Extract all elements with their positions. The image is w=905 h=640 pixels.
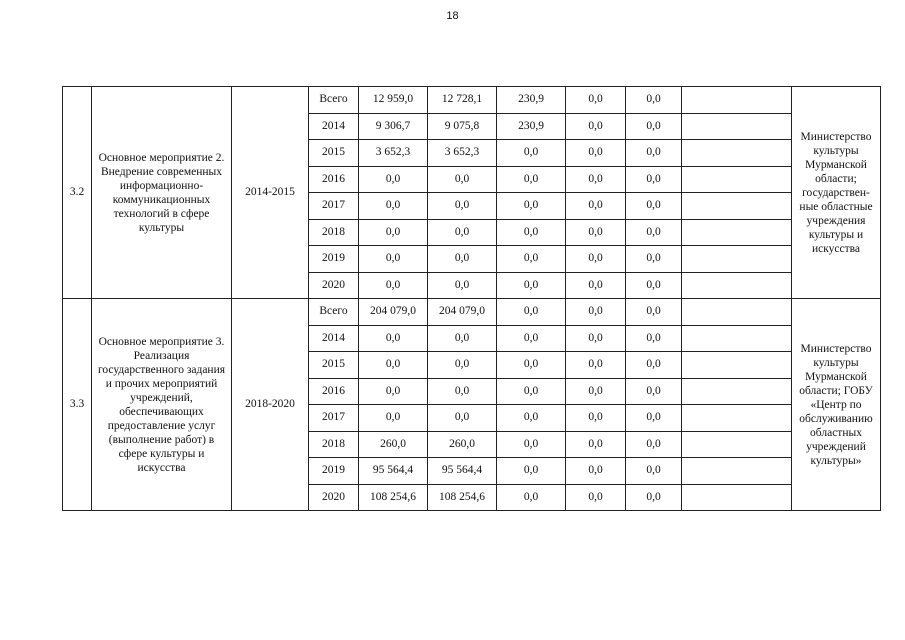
budget-table [62, 86, 881, 511]
value-cell: 0,0 [497, 193, 566, 220]
value-total-cell: 0,0 [359, 352, 428, 379]
value-cell: 0,0 [566, 325, 626, 352]
table-row [63, 299, 881, 326]
value-cell: 0,0 [497, 352, 566, 379]
value-total-cell: 0,0 [359, 193, 428, 220]
value-cell: 0,0 [566, 140, 626, 167]
year-cell: 2014 [309, 113, 359, 140]
year-cell: 2015 [309, 352, 359, 379]
value-cell: 0,0 [566, 193, 626, 220]
value-cell: 0,0 [626, 140, 682, 167]
year-cell: 2017 [309, 405, 359, 432]
value-cell: 0,0 [566, 378, 626, 405]
item-description: Основное мероприятие 3. Реализация государственного задания и прочих мероприятий учреждений, обеспечивающих предоставление услуг (выполнение работ) в сфере культуры и искусства [92, 299, 232, 511]
value-cell: 0,0 [428, 352, 497, 379]
value-cell: 0,0 [497, 166, 566, 193]
value-cell: 0,0 [428, 405, 497, 432]
value-cell: 0,0 [566, 431, 626, 458]
value-cell: 0,0 [626, 166, 682, 193]
value-cell: 0,0 [497, 219, 566, 246]
value-cell: 0,0 [497, 378, 566, 405]
value-cell: 0,0 [626, 193, 682, 220]
value-cell: 0,0 [566, 113, 626, 140]
value-cell [682, 405, 792, 432]
value-cell [682, 378, 792, 405]
value-cell: 0,0 [566, 87, 626, 114]
value-total-cell: 12 959,0 [359, 87, 428, 114]
item-description: Основное мероприятие 2. Внедрение современных информационно-коммуникационных технологий в сфере культуры [92, 87, 232, 299]
value-cell [682, 219, 792, 246]
value-cell: 0,0 [626, 325, 682, 352]
value-total-cell: 204 079,0 [359, 299, 428, 326]
value-cell: 0,0 [626, 484, 682, 511]
value-cell: 0,0 [566, 166, 626, 193]
value-cell: 0,0 [566, 405, 626, 432]
value-cell: 0,0 [428, 325, 497, 352]
value-cell: 0,0 [626, 378, 682, 405]
value-cell [682, 299, 792, 326]
value-total-cell: 3 652,3 [359, 140, 428, 167]
value-cell: 0,0 [497, 431, 566, 458]
value-cell: 0,0 [566, 299, 626, 326]
value-cell [682, 352, 792, 379]
item-period: 2014-2015 [232, 87, 309, 299]
value-total-cell: 9 306,7 [359, 113, 428, 140]
value-total-cell: 0,0 [359, 166, 428, 193]
table-row [63, 87, 881, 114]
year-cell: 2017 [309, 193, 359, 220]
value-cell: 12 728,1 [428, 87, 497, 114]
value-cell: 0,0 [626, 219, 682, 246]
value-cell [682, 140, 792, 167]
value-total-cell: 0,0 [359, 219, 428, 246]
value-cell: 0,0 [626, 458, 682, 485]
value-total-cell: 260,0 [359, 431, 428, 458]
year-cell: Всего [309, 87, 359, 114]
value-cell: 0,0 [566, 246, 626, 273]
value-cell [682, 484, 792, 511]
year-cell: 2020 [309, 484, 359, 511]
value-cell: 0,0 [497, 458, 566, 485]
value-cell: 230,9 [497, 113, 566, 140]
year-cell: Всего [309, 299, 359, 326]
value-cell [682, 458, 792, 485]
value-cell: 0,0 [626, 246, 682, 273]
value-cell [682, 431, 792, 458]
value-cell: 0,0 [497, 299, 566, 326]
value-cell: 0,0 [428, 193, 497, 220]
value-cell: 0,0 [428, 272, 497, 299]
value-cell: 0,0 [428, 166, 497, 193]
value-cell: 0,0 [626, 405, 682, 432]
item-executor: Министерство культуры Мурманской области; государствен-ные областные учреждения культуры и искусства [792, 87, 881, 299]
year-cell: 2016 [309, 166, 359, 193]
value-total-cell: 0,0 [359, 246, 428, 273]
value-cell [682, 246, 792, 273]
budget-table-body [63, 87, 881, 511]
value-total-cell: 0,0 [359, 325, 428, 352]
year-cell: 2014 [309, 325, 359, 352]
value-cell: 0,0 [566, 352, 626, 379]
value-total-cell: 0,0 [359, 272, 428, 299]
item-period: 2018-2020 [232, 299, 309, 511]
value-total-cell: 108 254,6 [359, 484, 428, 511]
value-cell: 0,0 [566, 484, 626, 511]
value-cell: 0,0 [626, 272, 682, 299]
value-cell: 0,0 [626, 352, 682, 379]
value-cell [682, 325, 792, 352]
value-cell: 0,0 [626, 87, 682, 114]
value-cell: 0,0 [566, 219, 626, 246]
value-total-cell: 0,0 [359, 378, 428, 405]
value-cell: 0,0 [428, 219, 497, 246]
year-cell: 2019 [309, 246, 359, 273]
value-total-cell: 95 564,4 [359, 458, 428, 485]
value-cell: 260,0 [428, 431, 497, 458]
value-cell: 9 075,8 [428, 113, 497, 140]
value-cell: 0,0 [626, 431, 682, 458]
value-total-cell: 0,0 [359, 405, 428, 432]
value-cell: 0,0 [497, 140, 566, 167]
year-cell: 2016 [309, 378, 359, 405]
value-cell: 0,0 [428, 378, 497, 405]
value-cell: 0,0 [566, 272, 626, 299]
value-cell: 0,0 [497, 246, 566, 273]
item-number: 3.3 [63, 299, 92, 511]
year-cell: 2018 [309, 431, 359, 458]
value-cell: 3 652,3 [428, 140, 497, 167]
value-cell: 230,9 [497, 87, 566, 114]
value-cell [682, 166, 792, 193]
item-number: 3.2 [63, 87, 92, 299]
value-cell: 0,0 [497, 325, 566, 352]
value-cell: 95 564,4 [428, 458, 497, 485]
value-cell: 0,0 [497, 484, 566, 511]
year-cell: 2019 [309, 458, 359, 485]
value-cell: 0,0 [497, 405, 566, 432]
year-cell: 2018 [309, 219, 359, 246]
value-cell [682, 87, 792, 114]
value-cell: 0,0 [566, 458, 626, 485]
value-cell: 0,0 [626, 299, 682, 326]
value-cell [682, 193, 792, 220]
page-number: 18 [446, 10, 459, 22]
value-cell: 204 079,0 [428, 299, 497, 326]
value-cell: 0,0 [626, 113, 682, 140]
value-cell [682, 272, 792, 299]
year-cell: 2015 [309, 140, 359, 167]
year-cell: 2020 [309, 272, 359, 299]
value-cell [682, 113, 792, 140]
value-cell: 108 254,6 [428, 484, 497, 511]
value-cell: 0,0 [428, 246, 497, 273]
item-executor: Министерство культуры Мурманской области; ГОБУ «Центр по обслуживанию областных учреждений культуры» [792, 299, 881, 511]
value-cell: 0,0 [497, 272, 566, 299]
